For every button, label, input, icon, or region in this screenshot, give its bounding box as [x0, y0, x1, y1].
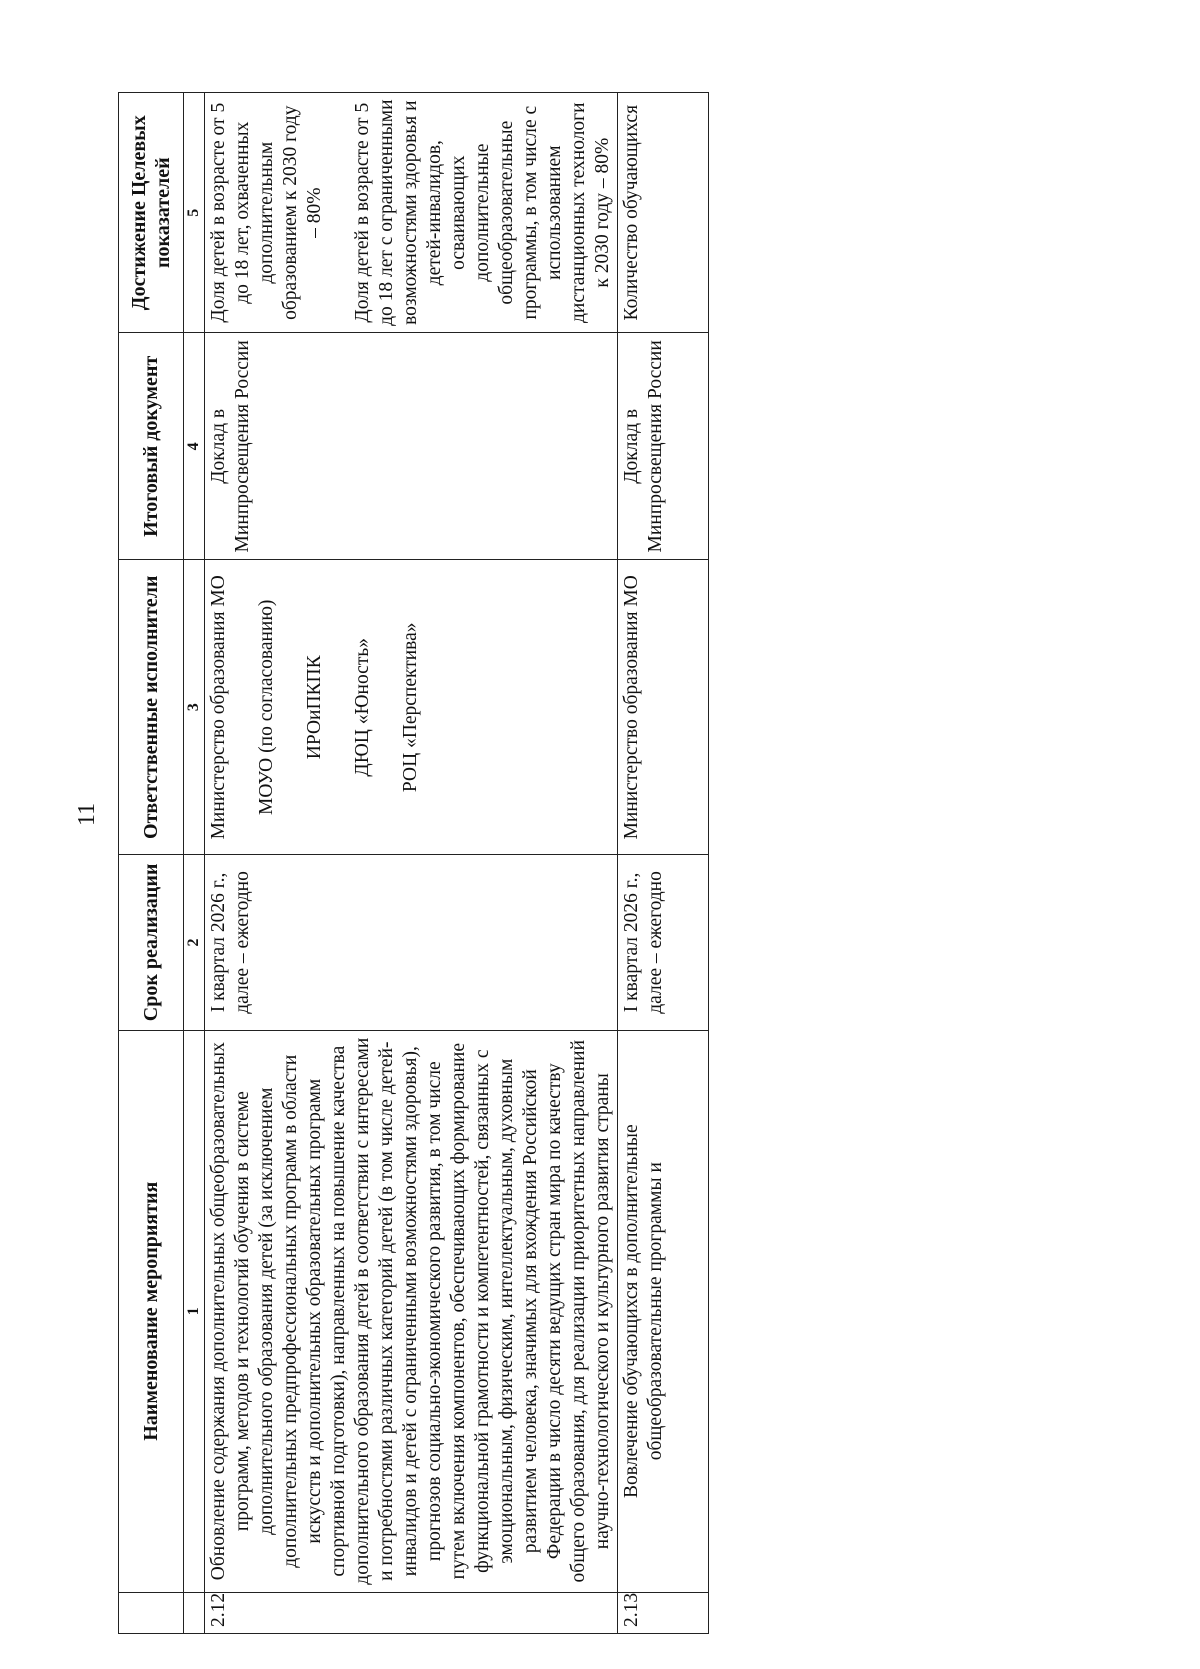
column-number: 5 — [184, 93, 205, 333]
header-measure-name: Наименование мероприятия — [119, 1030, 184, 1592]
table-header-row — [119, 93, 184, 1634]
column-number: 4 — [184, 333, 205, 560]
indicator-item: Доля детей в возрасте от 5 до 18 лет, охваченных дополнительным образованием к 2030 году – 80% — [208, 102, 325, 323]
table-row — [618, 93, 709, 1634]
measure-name: Обновление содержания дополнительных общеобразовательных программ, методов и технологий обучения в системе дополнительного образования детей (за исключением дополнительных предпрофессиональных программ в области искусств и дополнительных образовательных программ спортивной подготовки), направленных на повышение качества дополнительного образования детей в соответствии с интересами и потребностями различных категорий детей (в том числе детей-инвалидов и детей с ограниченными возможностями здоровья), прогнозов социально-экономического развития, в том числе путем включения компонентов, обеспечивающих формирование функциональной грамотности и компетентностей, связанных с эмоциональным, физическим, интеллектуальным, духовным развитием человека, значимых для вхождения Российской Федерации в число десяти ведущих стран мира по качеству общего образования, для реализации приоритетных направлений научно-технологического и культурного развития страны — [205, 1030, 618, 1592]
page-number: 11 — [74, 802, 100, 826]
column-numbers-row — [184, 93, 205, 1634]
header-responsible: Ответственные исполнители — [119, 560, 184, 855]
header-number — [119, 1592, 184, 1633]
responsible-list — [205, 560, 618, 855]
row-number: 2.12 — [205, 1592, 618, 1633]
table-row — [205, 93, 618, 1634]
column-number-empty — [184, 1592, 205, 1633]
header-term: Срок реализации — [119, 855, 184, 1030]
header-document: Итоговый документ — [119, 333, 184, 560]
indicator-item: Количество обучающихся — [621, 104, 642, 321]
column-number: 3 — [184, 560, 205, 855]
responsible-list — [618, 560, 709, 855]
indicators-list — [618, 93, 709, 333]
measures-table — [118, 92, 709, 1634]
responsible-item: ИРОиПКПК — [304, 655, 325, 760]
responsible-item: МОУО (по согласованию) — [256, 599, 277, 815]
column-number: 2 — [184, 855, 205, 1030]
responsible-item: Министерство образования МО — [621, 575, 642, 840]
rotated-table-wrapper — [118, 92, 1090, 1634]
indicator-item: Доля детей в возрасте от 5 до 18 лет с ограниченными возможностями здоровья и детей-инвалидов, осваивающих дополнительные общеобразовательные программы, в том числе с использованием дистанционных технологи к 2030 году – 80% — [352, 99, 613, 326]
column-number: 1 — [184, 1030, 205, 1592]
responsible-item: ДЮЦ «Юность» — [352, 637, 373, 777]
final-document: Доклад в Минпросвещения России — [618, 333, 709, 560]
row-number: 2.13 — [618, 1592, 709, 1633]
responsible-item: РОЦ «Перспектива» — [400, 622, 421, 793]
final-document: Доклад в Минпросвещения России — [205, 333, 618, 560]
measure-term: I квартал 2026 г., далее – ежегодно — [618, 855, 709, 1030]
measure-term: I квартал 2026 г., далее – ежегодно — [205, 855, 618, 1030]
header-indicators: Достижение Целевых показателей — [119, 93, 184, 333]
measure-name: Вовлечение обучающихся в дополнительные общеобразовательные программы и — [618, 1030, 709, 1592]
responsible-item: Министерство образования МО — [208, 575, 229, 840]
indicators-list — [205, 93, 618, 333]
